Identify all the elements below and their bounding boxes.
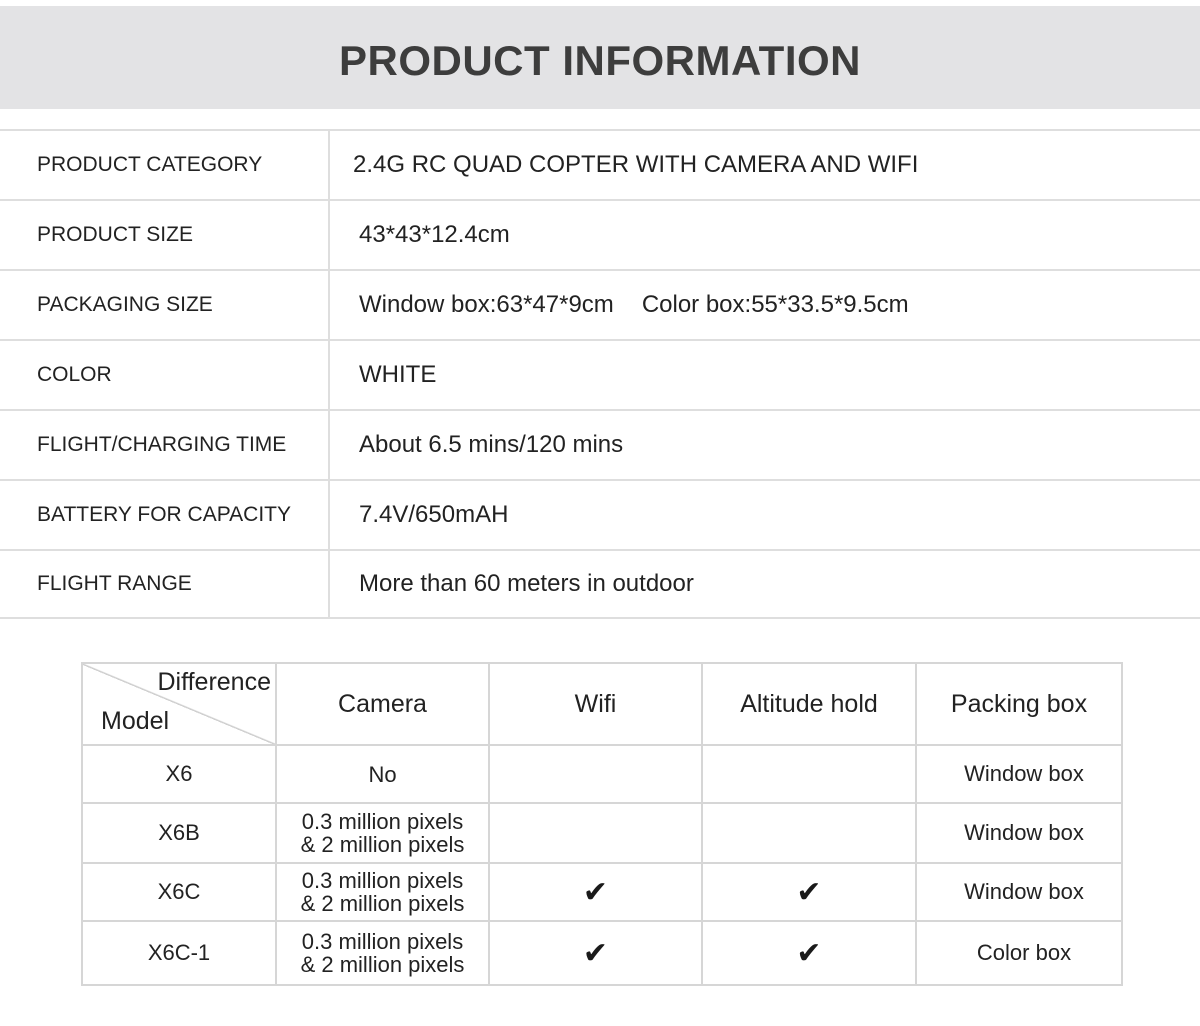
packing-box-value: Color box	[976, 940, 1072, 965]
wifi-cell	[489, 803, 702, 863]
altitude-cell	[702, 745, 916, 803]
table-row	[82, 803, 1122, 863]
info-row-battery	[0, 481, 1200, 551]
checkmark-icon: ✔	[796, 875, 822, 909]
info-row-product-size	[0, 201, 1200, 271]
model-cell: X6C-1	[82, 921, 276, 985]
table-row	[82, 921, 1122, 985]
corner-model-label: Model	[101, 707, 170, 735]
camera-cell	[276, 921, 489, 985]
info-row-flight-range	[0, 551, 1200, 619]
model-cell: X6C	[82, 863, 276, 921]
camera-line-1: 0.3 million pixels	[301, 809, 464, 834]
wifi-cell	[489, 745, 702, 803]
info-label: FLIGHT RANGE	[0, 551, 330, 617]
camera-line-2: & 2 million pixels	[300, 832, 465, 857]
info-value: About 6.5 mins/120 mins	[359, 431, 624, 458]
info-row-color	[0, 341, 1200, 411]
packing-box-value: Window box	[964, 879, 1084, 904]
packaging-color-box: Color box:55*33.5*9.5cm	[641, 291, 909, 318]
product-info-table	[0, 129, 1200, 619]
packaging-window-box: Window box:63*47*9cm	[359, 291, 614, 318]
camera-line-2: & 2 million pixels	[300, 952, 465, 977]
camera-cell	[276, 803, 489, 863]
column-header-altitude-hold: Altitude hold	[702, 663, 916, 745]
camera-cell	[276, 863, 489, 921]
info-value: 2.4G RC QUAD COPTER WITH CAMERA AND WIFI	[353, 151, 919, 178]
column-header-wifi: Wifi	[489, 663, 702, 745]
info-label: BATTERY FOR CAPACITY	[0, 481, 330, 549]
packing-box-cell	[916, 863, 1122, 921]
table-header-row	[82, 663, 1122, 745]
info-value: 43*43*12.4cm	[359, 221, 510, 248]
packing-box-cell	[916, 921, 1122, 985]
camera-cell	[276, 745, 489, 803]
wifi-cell	[489, 863, 702, 921]
info-label: PRODUCT SIZE	[0, 201, 330, 269]
info-value: 7.4V/650mAH	[359, 501, 509, 528]
model-cell: X6B	[82, 803, 276, 863]
column-header-packing-box: Packing box	[916, 663, 1122, 745]
model-cell: X6	[82, 745, 276, 803]
altitude-cell	[702, 921, 916, 985]
altitude-cell	[702, 863, 916, 921]
info-label: FLIGHT/CHARGING TIME	[0, 411, 330, 479]
info-row-flight-charging-time	[0, 411, 1200, 481]
info-value: WHITE	[359, 361, 437, 388]
packing-box-cell	[916, 745, 1122, 803]
model-comparison-table	[81, 662, 1123, 986]
packing-box-value: Window box	[964, 761, 1084, 786]
checkmark-icon: ✔	[796, 936, 822, 970]
camera-line-1: No	[368, 761, 397, 787]
info-label: PRODUCT CATEGORY	[0, 131, 330, 199]
column-header-camera: Camera	[276, 663, 489, 745]
info-row-packaging-size	[0, 271, 1200, 341]
camera-line-1: 0.3 million pixels	[301, 868, 464, 893]
table-row	[82, 863, 1122, 921]
camera-line-1: 0.3 million pixels	[301, 929, 464, 954]
table-row	[82, 745, 1122, 803]
checkmark-icon: ✔	[582, 936, 609, 970]
wifi-cell	[489, 921, 702, 985]
altitude-cell	[702, 803, 916, 863]
info-label: PACKAGING SIZE	[0, 271, 330, 339]
checkmark-icon: ✔	[582, 875, 609, 909]
corner-header-cell	[82, 663, 276, 745]
packing-box-cell	[916, 803, 1122, 863]
page-title: PRODUCT INFORMATION	[338, 36, 861, 84]
info-value	[330, 271, 1200, 339]
corner-difference-label: Difference	[157, 668, 271, 696]
info-row-category	[0, 131, 1200, 201]
header-banner	[0, 6, 1200, 109]
packing-box-value: Window box	[964, 820, 1084, 845]
info-value: More than 60 meters in outdoor	[359, 570, 694, 597]
info-label: COLOR	[0, 341, 330, 409]
camera-line-2: & 2 million pixels	[300, 891, 465, 916]
